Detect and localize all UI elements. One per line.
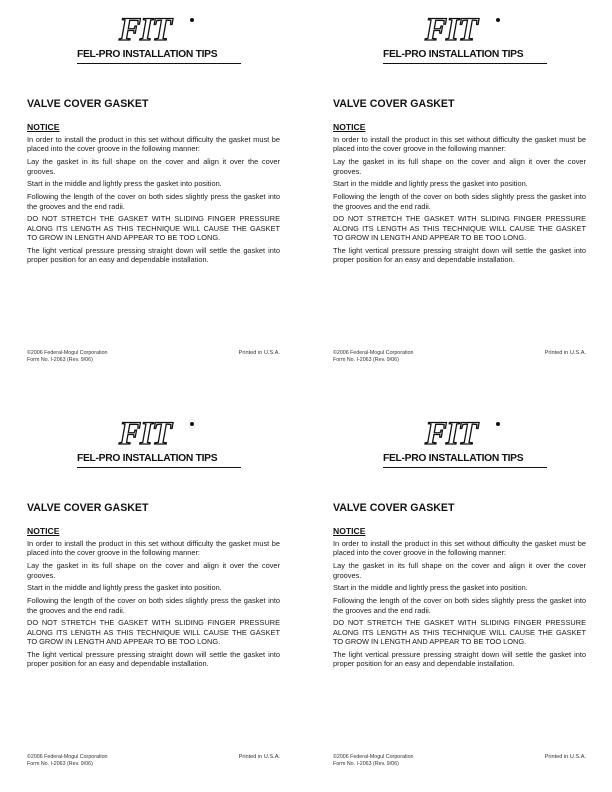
tagline: FEL-PRO INSTALLATION TIPS [77, 49, 241, 62]
paragraph-warning: DO NOT STRETCH THE GASKET WITH SLIDING FINGER PRESSURE ALONG ITS LENGTH AS THIS TECHNIQUE WILL CAUSE THE GASKET TO GROW IN LENGTH AND APPEAR TO BE TOO LONG. [27, 214, 280, 243]
copyright-text: ©2006 Federal-Mogul Corporation [333, 754, 414, 760]
tip-card-top-left [27, 10, 280, 386]
paragraph-follow: Following the length of the cover on both sides slightly press the gasket into the grooves and the end radii. [333, 192, 586, 211]
footer-credits [333, 754, 413, 767]
printed-in-text: Printed in U.S.A. [238, 350, 280, 356]
tip-card-top-right [333, 10, 586, 386]
instructions-body [333, 539, 586, 672]
tagline: FEL-PRO INSTALLATION TIPS [77, 453, 241, 466]
card-title: VALVE COVER GASKET [27, 98, 149, 110]
brand-header [27, 10, 280, 68]
tip-card-bottom-right [333, 414, 586, 790]
brand-header [27, 414, 280, 472]
paragraph-start: Start in the middle and lightly press the gasket into position. [333, 179, 528, 189]
paragraph-pressure: The light vertical pressure pressing straight down will settle the gasket into proper position for an easy and dependable installation. [333, 650, 586, 669]
svg-text:FIT: FIT [425, 416, 478, 450]
paragraph-warning: DO NOT STRETCH THE GASKET WITH SLIDING FINGER PRESSURE ALONG ITS LENGTH AS THIS TECHNIQUE WILL CAUSE THE GASKET TO GROW IN LENGTH AND APPEAR TO BE TOO LONG. [333, 214, 586, 243]
paragraph-warning: DO NOT STRETCH THE GASKET WITH SLIDING FINGER PRESSURE ALONG ITS LENGTH AS THIS TECHNIQUE WILL CAUSE THE GASKET TO GROW IN LENGTH AND APPEAR TO BE TOO LONG. [27, 618, 280, 647]
fit-logo-icon [423, 12, 503, 46]
paragraph-intro: In order to install the product in this set without difficulty the gasket must be placed into the cover groove in the following manner: [27, 135, 280, 154]
footer-credits [27, 350, 107, 363]
footer-credits [27, 754, 107, 767]
paragraph-lay: Lay the gasket in its full shape on the cover and align it over the cover grooves. [27, 157, 280, 176]
brand-header [333, 10, 586, 68]
paragraph-intro: In order to install the product in this set without difficulty the gasket must be placed into the cover groove in the following manner: [333, 539, 586, 558]
notice-heading: NOTICE [333, 526, 366, 536]
paragraph-lay: Lay the gasket in its full shape on the cover and align it over the cover grooves. [333, 157, 586, 176]
copyright-text: ©2006 Federal-Mogul Corporation [333, 350, 414, 356]
paragraph-lay: Lay the gasket in its full shape on the cover and align it over the cover grooves. [333, 561, 586, 580]
printed-in-text: Printed in U.S.A. [544, 754, 586, 760]
paragraph-pressure: The light vertical pressure pressing straight down will settle the gasket into proper position for an easy and dependable installation. [27, 246, 280, 265]
paragraph-intro: In order to install the product in this set without difficulty the gasket must be placed into the cover groove in the following manner: [27, 539, 280, 558]
paragraph-start: Start in the middle and lightly press the gasket into position. [333, 583, 528, 593]
card-title: VALVE COVER GASKET [333, 502, 455, 514]
paragraph-follow: Following the length of the cover on both sides slightly press the gasket into the grooves and the end radii. [27, 192, 280, 211]
fit-logo-icon [423, 416, 503, 450]
form-number: Form No. I-2063 (Rev. 9/06) [333, 760, 399, 767]
instructions-body [27, 135, 280, 268]
fit-logo-icon [117, 12, 197, 46]
printed-in-text: Printed in U.S.A. [544, 350, 586, 356]
tagline: FEL-PRO INSTALLATION TIPS [383, 453, 547, 466]
form-number: Form No. I-2063 (Rev. 9/06) [27, 760, 93, 767]
tagline: FEL-PRO INSTALLATION TIPS [383, 49, 547, 62]
tip-card-bottom-left [27, 414, 280, 790]
instructions-body [27, 539, 280, 672]
paragraph-follow: Following the length of the cover on both sides slightly press the gasket into the grooves and the end radii. [27, 596, 280, 615]
brand-header [333, 414, 586, 472]
form-number: Form No. I-2063 (Rev. 9/06) [333, 356, 399, 363]
instructions-body [333, 135, 586, 268]
copyright-text: ©2006 Federal-Mogul Corporation [27, 350, 108, 356]
printed-in-text: Printed in U.S.A. [238, 754, 280, 760]
copyright-text: ©2006 Federal-Mogul Corporation [27, 754, 108, 760]
svg-text:FIT: FIT [119, 12, 172, 46]
paragraph-warning: DO NOT STRETCH THE GASKET WITH SLIDING FINGER PRESSURE ALONG ITS LENGTH AS THIS TECHNIQUE WILL CAUSE THE GASKET TO GROW IN LENGTH AND APPEAR TO BE TOO LONG. [333, 618, 586, 647]
notice-heading: NOTICE [333, 122, 366, 132]
footer-credits [333, 350, 413, 363]
paragraph-follow: Following the length of the cover on both sides slightly press the gasket into the grooves and the end radii. [333, 596, 586, 615]
paragraph-lay: Lay the gasket in its full shape on the cover and align it over the cover grooves. [27, 561, 280, 580]
card-title: VALVE COVER GASKET [27, 502, 149, 514]
paragraph-intro: In order to install the product in this set without difficulty the gasket must be placed into the cover groove in the following manner: [333, 135, 586, 154]
svg-text:FIT: FIT [119, 416, 172, 450]
card-title: VALVE COVER GASKET [333, 98, 455, 110]
notice-heading: NOTICE [27, 122, 60, 132]
fit-logo-icon [117, 416, 197, 450]
paragraph-pressure: The light vertical pressure pressing straight down will settle the gasket into proper position for an easy and dependable installation. [27, 650, 280, 669]
paragraph-pressure: The light vertical pressure pressing straight down will settle the gasket into proper position for an easy and dependable installation. [333, 246, 586, 265]
notice-heading: NOTICE [27, 526, 60, 536]
form-number: Form No. I-2063 (Rev. 9/06) [27, 356, 93, 363]
paragraph-start: Start in the middle and lightly press the gasket into position. [27, 583, 222, 593]
svg-text:FIT: FIT [425, 12, 478, 46]
paragraph-start: Start in the middle and lightly press the gasket into position. [27, 179, 222, 189]
